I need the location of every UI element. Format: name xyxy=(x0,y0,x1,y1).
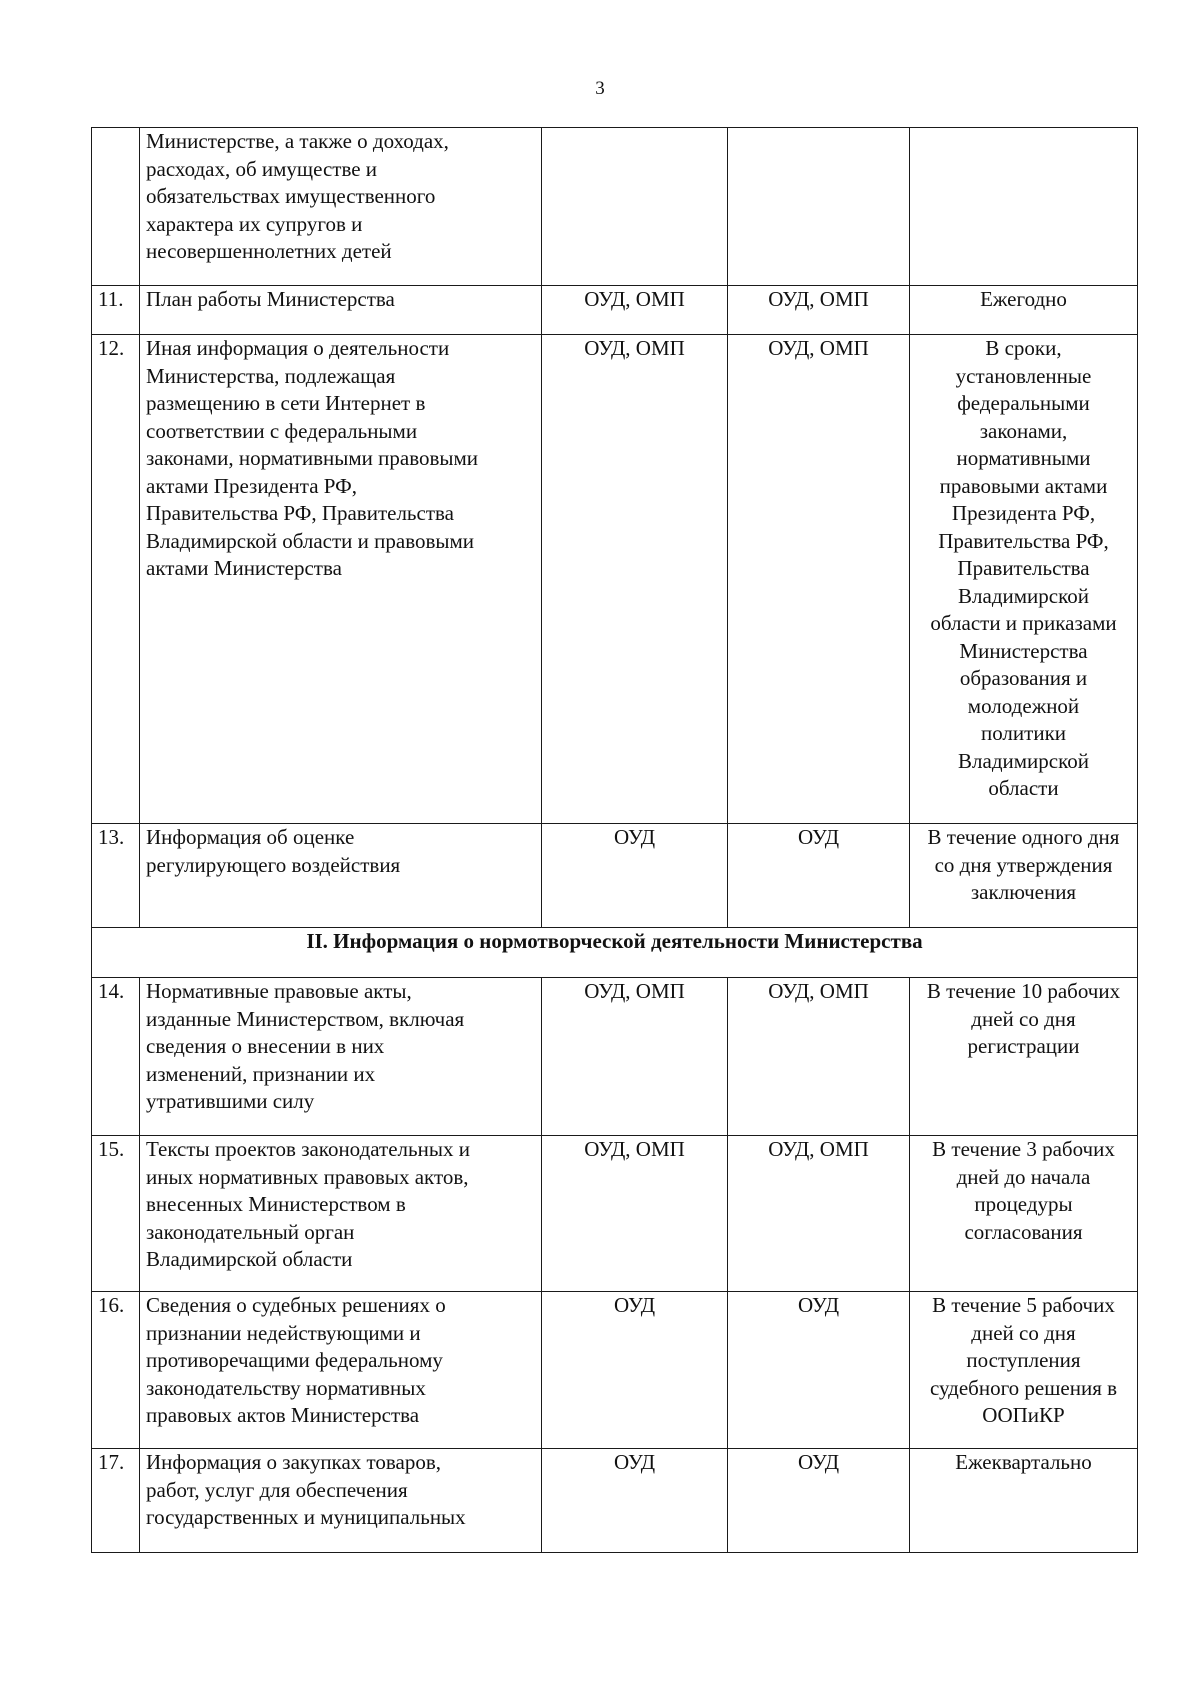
row-placement: ОУД xyxy=(728,1292,910,1449)
row-number: 11. xyxy=(92,286,140,335)
row-schedule: В течение 5 рабочих дней со дня поступления судебного решения в ООПиКР xyxy=(910,1292,1138,1449)
row-schedule: Ежеквартально xyxy=(910,1449,1138,1553)
row-placement: ОУД, ОМП xyxy=(728,1136,910,1292)
table-row xyxy=(92,1292,1138,1449)
row-description: План работы Министерства xyxy=(140,286,542,335)
row-schedule: В течение одного дня со дня утверждения заключения xyxy=(910,824,1138,928)
row-placement: ОУД, ОМП xyxy=(728,978,910,1136)
row-description: Нормативные правовые акты, изданные Министерством, включая сведения о внесении в них изменений, признании их утратившими силу xyxy=(140,978,542,1136)
row-placement: ОУД xyxy=(728,824,910,928)
row-schedule: В сроки, установленные федеральными законами, нормативными правовыми актами Президента РФ, Правительства РФ, Правительства Владимирской области и приказами Министерства образования и молодежной политики Владимирской области xyxy=(910,335,1138,824)
table-row xyxy=(92,824,1138,928)
table-row xyxy=(92,1449,1138,1553)
row-placement: ОУД, ОМП xyxy=(728,335,910,824)
row-number: 12. xyxy=(92,335,140,824)
row-responsible: ОУД, ОМП xyxy=(542,978,728,1136)
row-placement xyxy=(728,128,910,286)
table-row xyxy=(92,978,1138,1136)
row-number: 16. xyxy=(92,1292,140,1449)
page-number: 3 xyxy=(595,78,605,99)
row-schedule: В течение 3 рабочих дней до начала процедуры согласования xyxy=(910,1136,1138,1292)
section-header-row xyxy=(92,928,1138,978)
table-row xyxy=(92,128,1138,286)
row-responsible xyxy=(542,128,728,286)
row-responsible: ОУД xyxy=(542,1449,728,1553)
row-description: Министерстве, а также о доходах, расходах, об имуществе и обязательствах имущественного характера их супругов и несовершеннолетних детей xyxy=(140,128,542,286)
row-schedule xyxy=(910,128,1138,286)
row-description: Тексты проектов законодательных и иных нормативных правовых актов, внесенных Министерством в законодательный орган Владимирской области xyxy=(140,1136,542,1292)
row-description: Информация об оценке регулирующего воздействия xyxy=(140,824,542,928)
row-description: Сведения о судебных решениях о признании недействующими и противоречащими федеральному законодательству нормативных правовых актов Министерства xyxy=(140,1292,542,1449)
row-description: Информация о закупках товаров, работ, услуг для обеспечения государственных и муниципальных xyxy=(140,1449,542,1553)
row-number: 17. xyxy=(92,1449,140,1553)
row-description: Иная информация о деятельности Министерства, подлежащая размещению в сети Интернет в соответствии с федеральными законами, нормативными правовыми актами Президента РФ, Правительства РФ, Правительства Владимирской области и правовыми актами Министерства xyxy=(140,335,542,824)
row-responsible: ОУД, ОМП xyxy=(542,335,728,824)
row-number: 14. xyxy=(92,978,140,1136)
table-row xyxy=(92,335,1138,824)
row-number: 15. xyxy=(92,1136,140,1292)
section-title: II. Информация о нормотворческой деятельности Министерства xyxy=(92,928,1138,978)
row-placement: ОУД xyxy=(728,1449,910,1553)
row-schedule: В течение 10 рабочих дней со дня регистрации xyxy=(910,978,1138,1136)
table-row xyxy=(92,1136,1138,1292)
row-number xyxy=(92,128,140,286)
row-responsible: ОУД, ОМП xyxy=(542,286,728,335)
row-responsible: ОУД, ОМП xyxy=(542,1136,728,1292)
row-responsible: ОУД xyxy=(542,824,728,928)
document-table xyxy=(91,127,1138,1553)
table-row xyxy=(92,286,1138,335)
row-placement: ОУД, ОМП xyxy=(728,286,910,335)
row-responsible: ОУД xyxy=(542,1292,728,1449)
row-number: 13. xyxy=(92,824,140,928)
row-schedule: Ежегодно xyxy=(910,286,1138,335)
